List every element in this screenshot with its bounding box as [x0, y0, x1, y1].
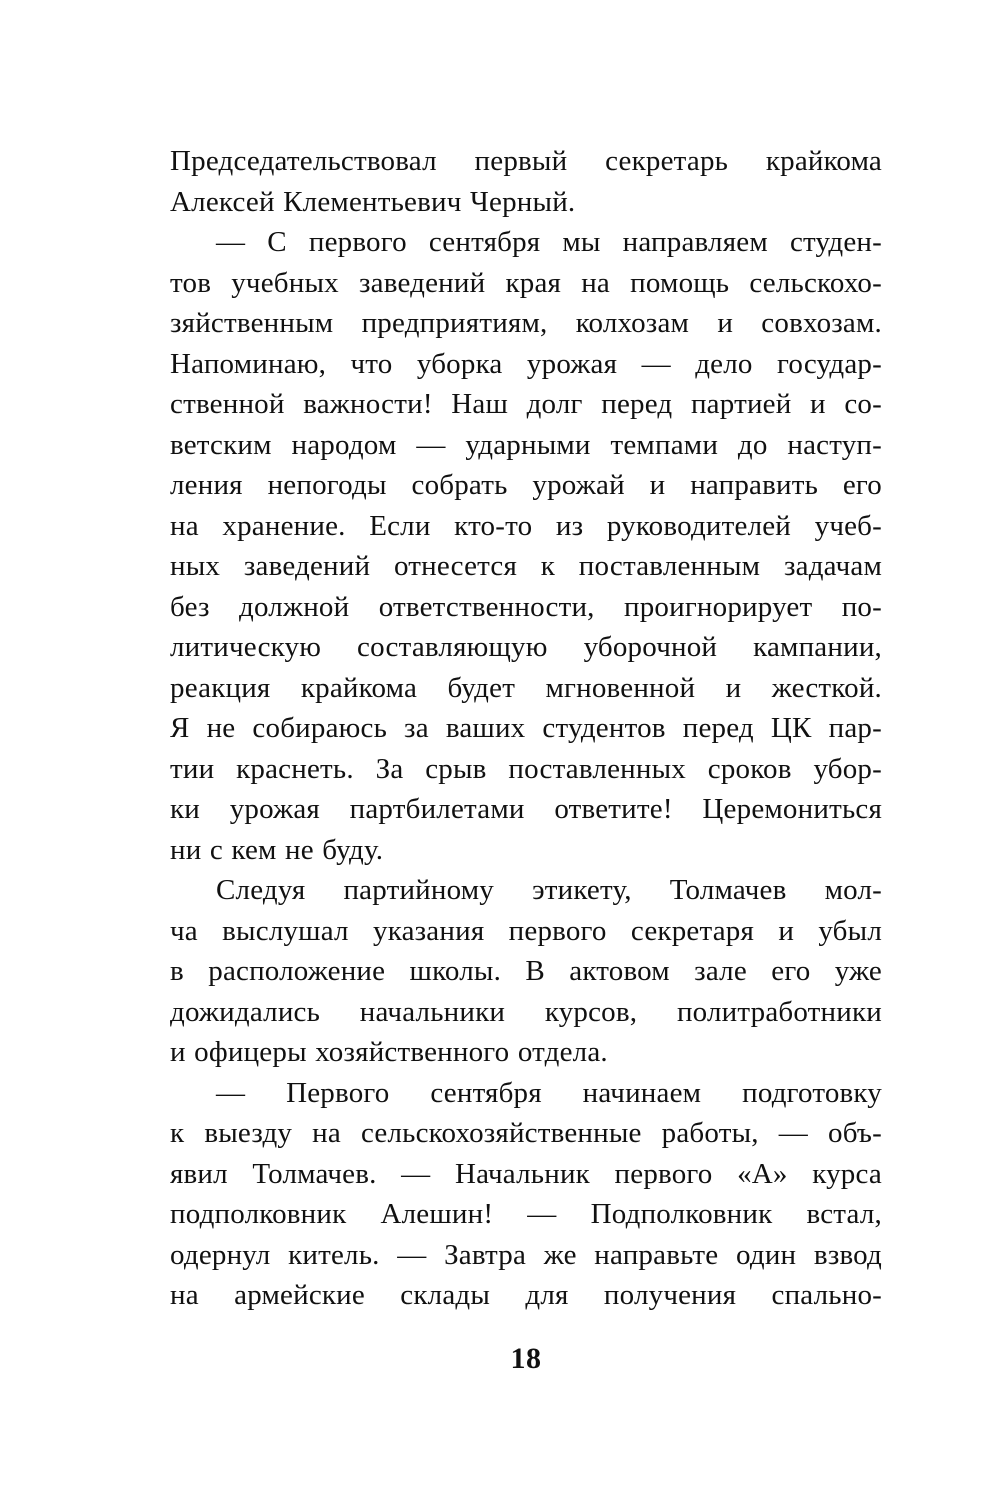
- text-line: — Первого сентября начинаем подготовку: [216, 1076, 882, 1109]
- text-line: к выезду на сельскохозяйственные работы, — объ-: [170, 1117, 882, 1149]
- text-line: Председательствовал первый секретарь крайкома: [170, 145, 882, 177]
- text-line: Я не собираюсь за ваших студентов перед ЦК пар-: [170, 712, 882, 744]
- text-line: Алексей Клементьевич Черный.: [170, 185, 576, 218]
- text-line: явил Толмачев. — Начальник первого «А» курса: [170, 1157, 882, 1190]
- text-line: ления непогоды собрать урожай и направить его: [170, 469, 882, 501]
- text-line: ча выслушал указания первого секретаря и убыл: [170, 914, 882, 947]
- text-line: и офицеры хозяйственного отдела.: [170, 1036, 608, 1068]
- text-line: ки урожая партбилетами ответите! Церемониться: [170, 793, 882, 825]
- text-line: дожидались начальники курсов, политработники: [170, 995, 882, 1028]
- text-line: подполковник Алешин! — Подполковник встал,: [170, 1198, 882, 1230]
- text-line: ветским народом — ударными темпами до наступ-: [170, 428, 882, 461]
- text-line: ни с кем не буду.: [170, 833, 384, 866]
- text-line: литическую составляющую уборочной кампании,: [170, 631, 882, 663]
- text-block: [170, 141, 882, 1316]
- text-line: реакция крайкома будет мгновенной и жесткой.: [170, 671, 882, 704]
- text-line: ных заведений отнесется к поставленным задачам: [170, 550, 882, 582]
- text-line: тии краснеть. За срыв поставленных сроков убор-: [170, 752, 882, 785]
- text-line: без должной ответственности, проигнорирует по-: [170, 590, 882, 623]
- text-line: зяйственным предприятиям, колхозам и совхозам.: [170, 307, 882, 339]
- text-line: — С первого сентября мы направляем студен-: [216, 226, 882, 258]
- text-line: ственной важности! Наш долг перед партией и со-: [170, 388, 882, 420]
- text-line: одернул китель. — Завтра же направьте один взвод: [170, 1238, 882, 1271]
- text-line: на хранение. Если кто-то из руководителей учеб-: [170, 509, 882, 542]
- text-line: на армейские склады для получения спально-: [170, 1279, 882, 1311]
- text-line: в расположение школы. В актовом зале его уже: [170, 955, 882, 987]
- text-line: тов учебных заведений края на помощь сельскохо-: [170, 266, 882, 299]
- page-number: 18: [510, 1342, 542, 1375]
- text-line: Следуя партийному этикету, Толмачев мол-: [216, 874, 882, 906]
- text-line: Напоминаю, что уборка урожая — дело государ-: [170, 347, 882, 380]
